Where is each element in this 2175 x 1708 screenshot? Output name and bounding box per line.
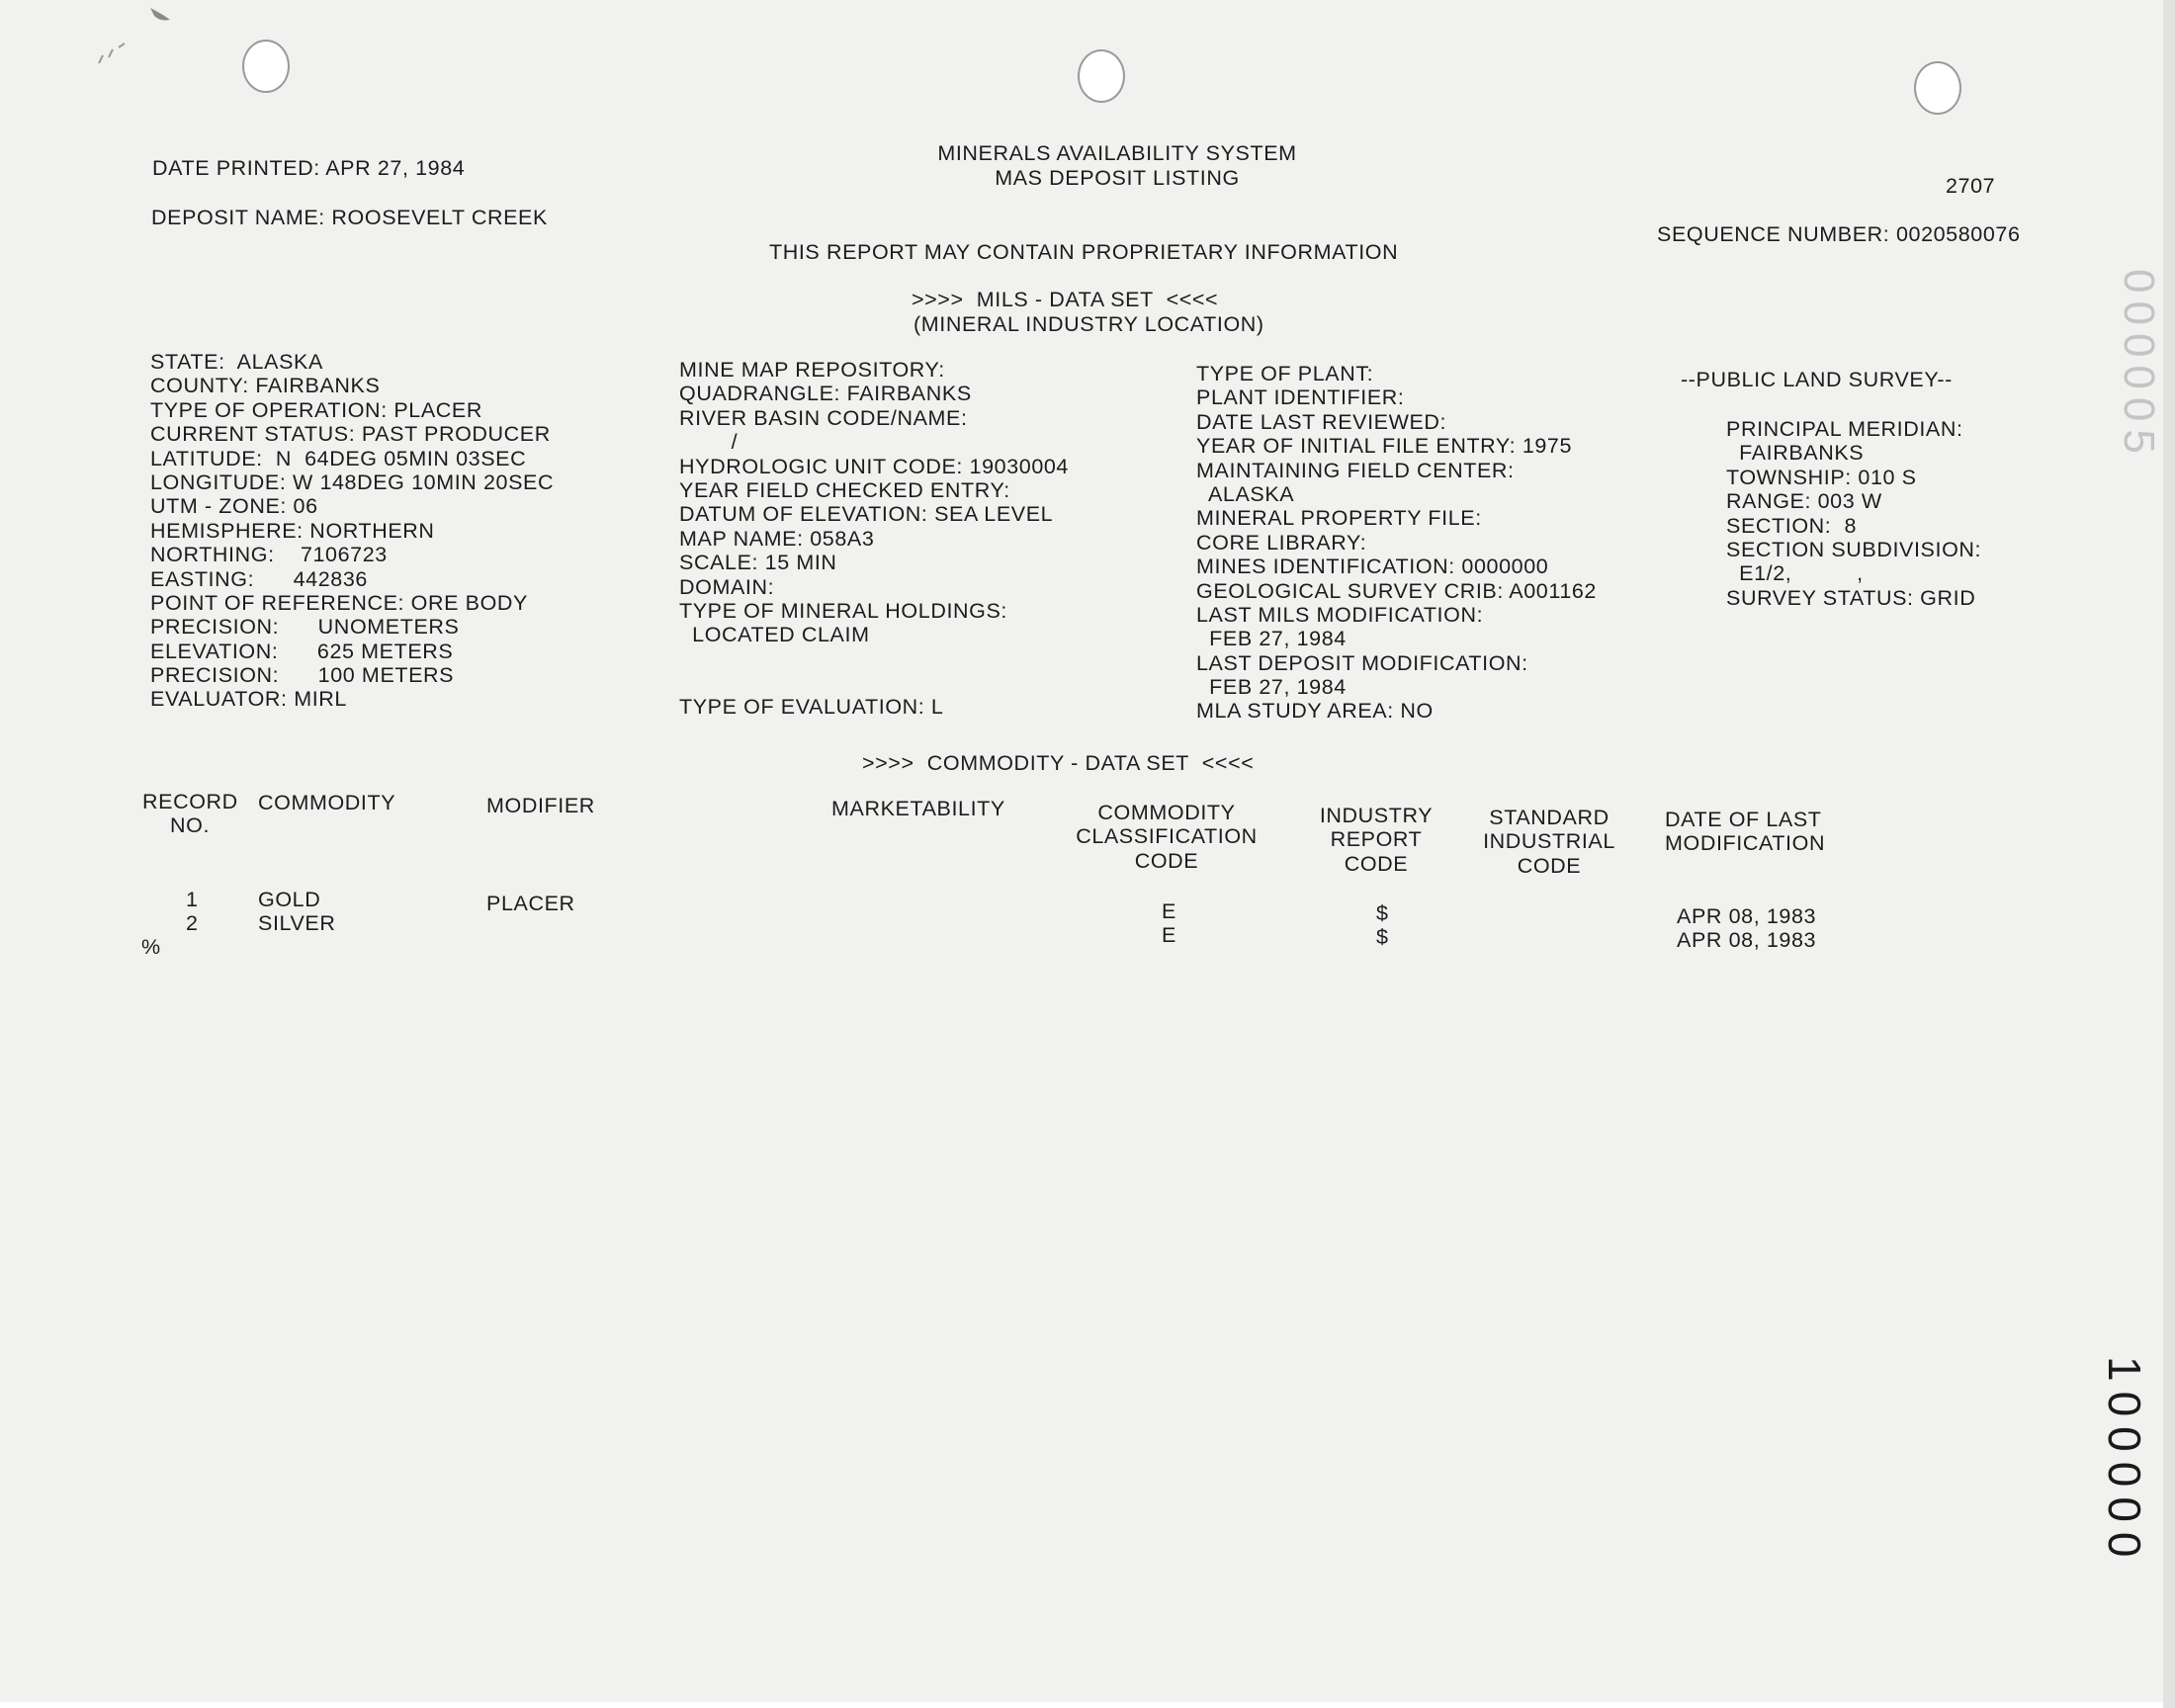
record-number: 2 — [186, 911, 199, 935]
commodity-name: GOLD — [258, 888, 321, 911]
map-column — [679, 358, 1069, 720]
last-modified-date: APR 08, 1983 — [1677, 928, 1817, 952]
listing-title: MAS DEPOSIT LISTING — [995, 166, 1240, 190]
map-field: TYPE OF MINERAL HOLDINGS: — [679, 598, 1007, 623]
land-survey-field: SECTION SUBDIVISION: — [1726, 537, 1982, 561]
system-title: MINERALS AVAILABILITY SYSTEM — [937, 141, 1297, 165]
plant-field: MLA STUDY AREA: NO — [1196, 699, 1434, 724]
plant-field: YEAR OF INITIAL FILE ENTRY: 1975 — [1196, 434, 1573, 459]
commodity-banner: >>>> COMMODITY - DATA SET <<<< — [862, 751, 1255, 775]
plant-field: GEOLOGICAL SURVEY CRIB: A001162 — [1196, 578, 1597, 603]
map-field: LOCATED CLAIM — [679, 623, 870, 647]
map-field: SCALE: 15 MIN — [679, 551, 837, 575]
land-survey-field: SECTION: 8 — [1726, 513, 1858, 538]
header-last-modification: DATE OF LAST MODIFICATION — [1665, 808, 1826, 856]
location-field: NORTHING: 7106723 — [150, 543, 388, 567]
end-of-record-mark: % — [141, 935, 161, 959]
deposit-name: DEPOSIT NAME: ROOSEVELT CREEK — [151, 206, 548, 229]
map-field — [679, 647, 1069, 671]
land-survey-field: FAIRBANKS — [1726, 441, 1865, 466]
location-field: STATE: ALASKA — [150, 350, 323, 374]
location-field: EASTING: 442836 — [150, 566, 368, 591]
location-field: PRECISION: 100 METERS — [150, 663, 455, 688]
margin-faint-stamp: 000005 — [2115, 269, 2163, 462]
page-right-edge — [2163, 0, 2175, 1708]
header-industry-report: INDUSTRY REPORT CODE — [1319, 804, 1434, 876]
map-field: TYPE OF EVALUATION: L — [679, 695, 944, 720]
commodity-name: SILVER — [258, 911, 336, 935]
location-column — [150, 350, 554, 712]
plant-field: FEB 27, 1984 — [1196, 627, 1347, 651]
page-bottom-edge — [0, 1702, 2175, 1708]
plant-field: MINERAL PROPERTY FILE: — [1196, 506, 1482, 531]
plant-field: ALASKA — [1196, 481, 1295, 506]
plant-field: LAST MILS MODIFICATION: — [1196, 602, 1484, 627]
location-field: COUNTY: FAIRBANKS — [150, 374, 381, 398]
land-survey-field: E1/2, , — [1726, 561, 1864, 586]
map-field: DATUM OF ELEVATION: SEA LEVEL — [679, 502, 1054, 527]
binder-hole-right — [1914, 61, 1961, 115]
header-modifier: MODIFIER — [486, 794, 595, 817]
header-commodity: COMMODITY — [258, 791, 396, 814]
plant-field: LAST DEPOSIT MODIFICATION: — [1196, 650, 1528, 675]
page-number: 2707 — [1946, 174, 1996, 198]
binder-hole-left — [242, 40, 290, 93]
location-field: LATITUDE: N 64DEG 05MIN 03SEC — [150, 446, 527, 470]
plant-column — [1196, 362, 1597, 724]
location-field: TYPE OF OPERATION: PLACER — [150, 397, 482, 422]
map-field — [679, 671, 1069, 695]
record-number: 1 — [186, 888, 199, 911]
last-modified-date: APR 08, 1983 — [1677, 904, 1817, 928]
plant-field: FEB 27, 1984 — [1196, 675, 1347, 700]
commodity-modifier: PLACER — [486, 892, 575, 915]
location-field: HEMISPHERE: NORTHERN — [150, 518, 435, 543]
sequence-number: SEQUENCE NUMBER: 0020580076 — [1657, 222, 2021, 246]
header-record-no: RECORD NO. — [142, 790, 238, 838]
map-field: YEAR FIELD CHECKED ENTRY: — [679, 477, 1010, 502]
mils-banner: >>>> MILS - DATA SET <<<< — [912, 288, 1219, 311]
date-printed: DATE PRINTED: APR 27, 1984 — [152, 156, 466, 180]
land-survey-field: SURVEY STATUS: GRID — [1726, 585, 1976, 610]
header-marketability: MARKETABILITY — [831, 797, 1005, 820]
map-field: HYDROLOGIC UNIT CODE: 19030004 — [679, 454, 1069, 478]
location-field: LONGITUDE: W 148DEG 10MIN 20SEC — [150, 470, 555, 494]
map-field: RIVER BASIN CODE/NAME: — [679, 405, 968, 430]
classification-code: E — [1162, 923, 1176, 947]
industry-report-code: $ — [1376, 901, 1389, 925]
header-classification: COMMODITY CLASSIFICATION CODE — [1076, 801, 1258, 873]
land-survey-field: PRINCIPAL MERIDIAN: — [1726, 417, 1963, 441]
map-field: MINE MAP REPOSITORY: — [679, 358, 945, 382]
plant-field: MINES IDENTIFICATION: 0000000 — [1196, 555, 1549, 579]
location-field: ELEVATION: 625 METERS — [150, 639, 454, 663]
header-sic: STANDARD INDUSTRIAL CODE — [1483, 806, 1615, 878]
location-field: EVALUATOR: MIRL — [150, 687, 347, 712]
map-field: / — [679, 430, 739, 455]
location-field: CURRENT STATUS: PAST PRODUCER — [150, 422, 551, 447]
plant-field: DATE LAST REVIEWED: — [1196, 409, 1447, 434]
plant-field: TYPE OF PLANT: — [1196, 362, 1374, 385]
plant-field: CORE LIBRARY: — [1196, 530, 1367, 555]
location-field: UTM - ZONE: 06 — [150, 494, 318, 519]
corner-smudge — [91, 0, 180, 79]
proprietary-notice: THIS REPORT MAY CONTAIN PROPRIETARY INFORMATION — [769, 240, 1399, 264]
map-field: DOMAIN: — [679, 574, 775, 599]
plant-field: PLANT IDENTIFIER: — [1196, 385, 1405, 410]
land-survey-column — [1726, 417, 1981, 610]
plant-field: MAINTAINING FIELD CENTER: — [1196, 458, 1515, 482]
classification-code: E — [1162, 899, 1176, 923]
land-survey-field: TOWNSHIP: 010 S — [1726, 465, 1917, 489]
location-field: POINT OF REFERENCE: ORE BODY — [150, 590, 528, 615]
land-survey-field: RANGE: 003 W — [1726, 489, 1882, 514]
industry-report-code: $ — [1376, 925, 1389, 949]
margin-number-stamp: 100000 — [2099, 1356, 2150, 1568]
location-field: PRECISION: UNOMETERS — [150, 615, 460, 640]
land-survey-heading: --PUBLIC LAND SURVEY-- — [1681, 368, 1953, 391]
map-field: QUADRANGLE: FAIRBANKS — [679, 382, 972, 406]
map-field: MAP NAME: 058A3 — [679, 526, 875, 551]
binder-hole-center — [1078, 49, 1125, 103]
mils-subtitle: (MINERAL INDUSTRY LOCATION) — [914, 312, 1264, 336]
